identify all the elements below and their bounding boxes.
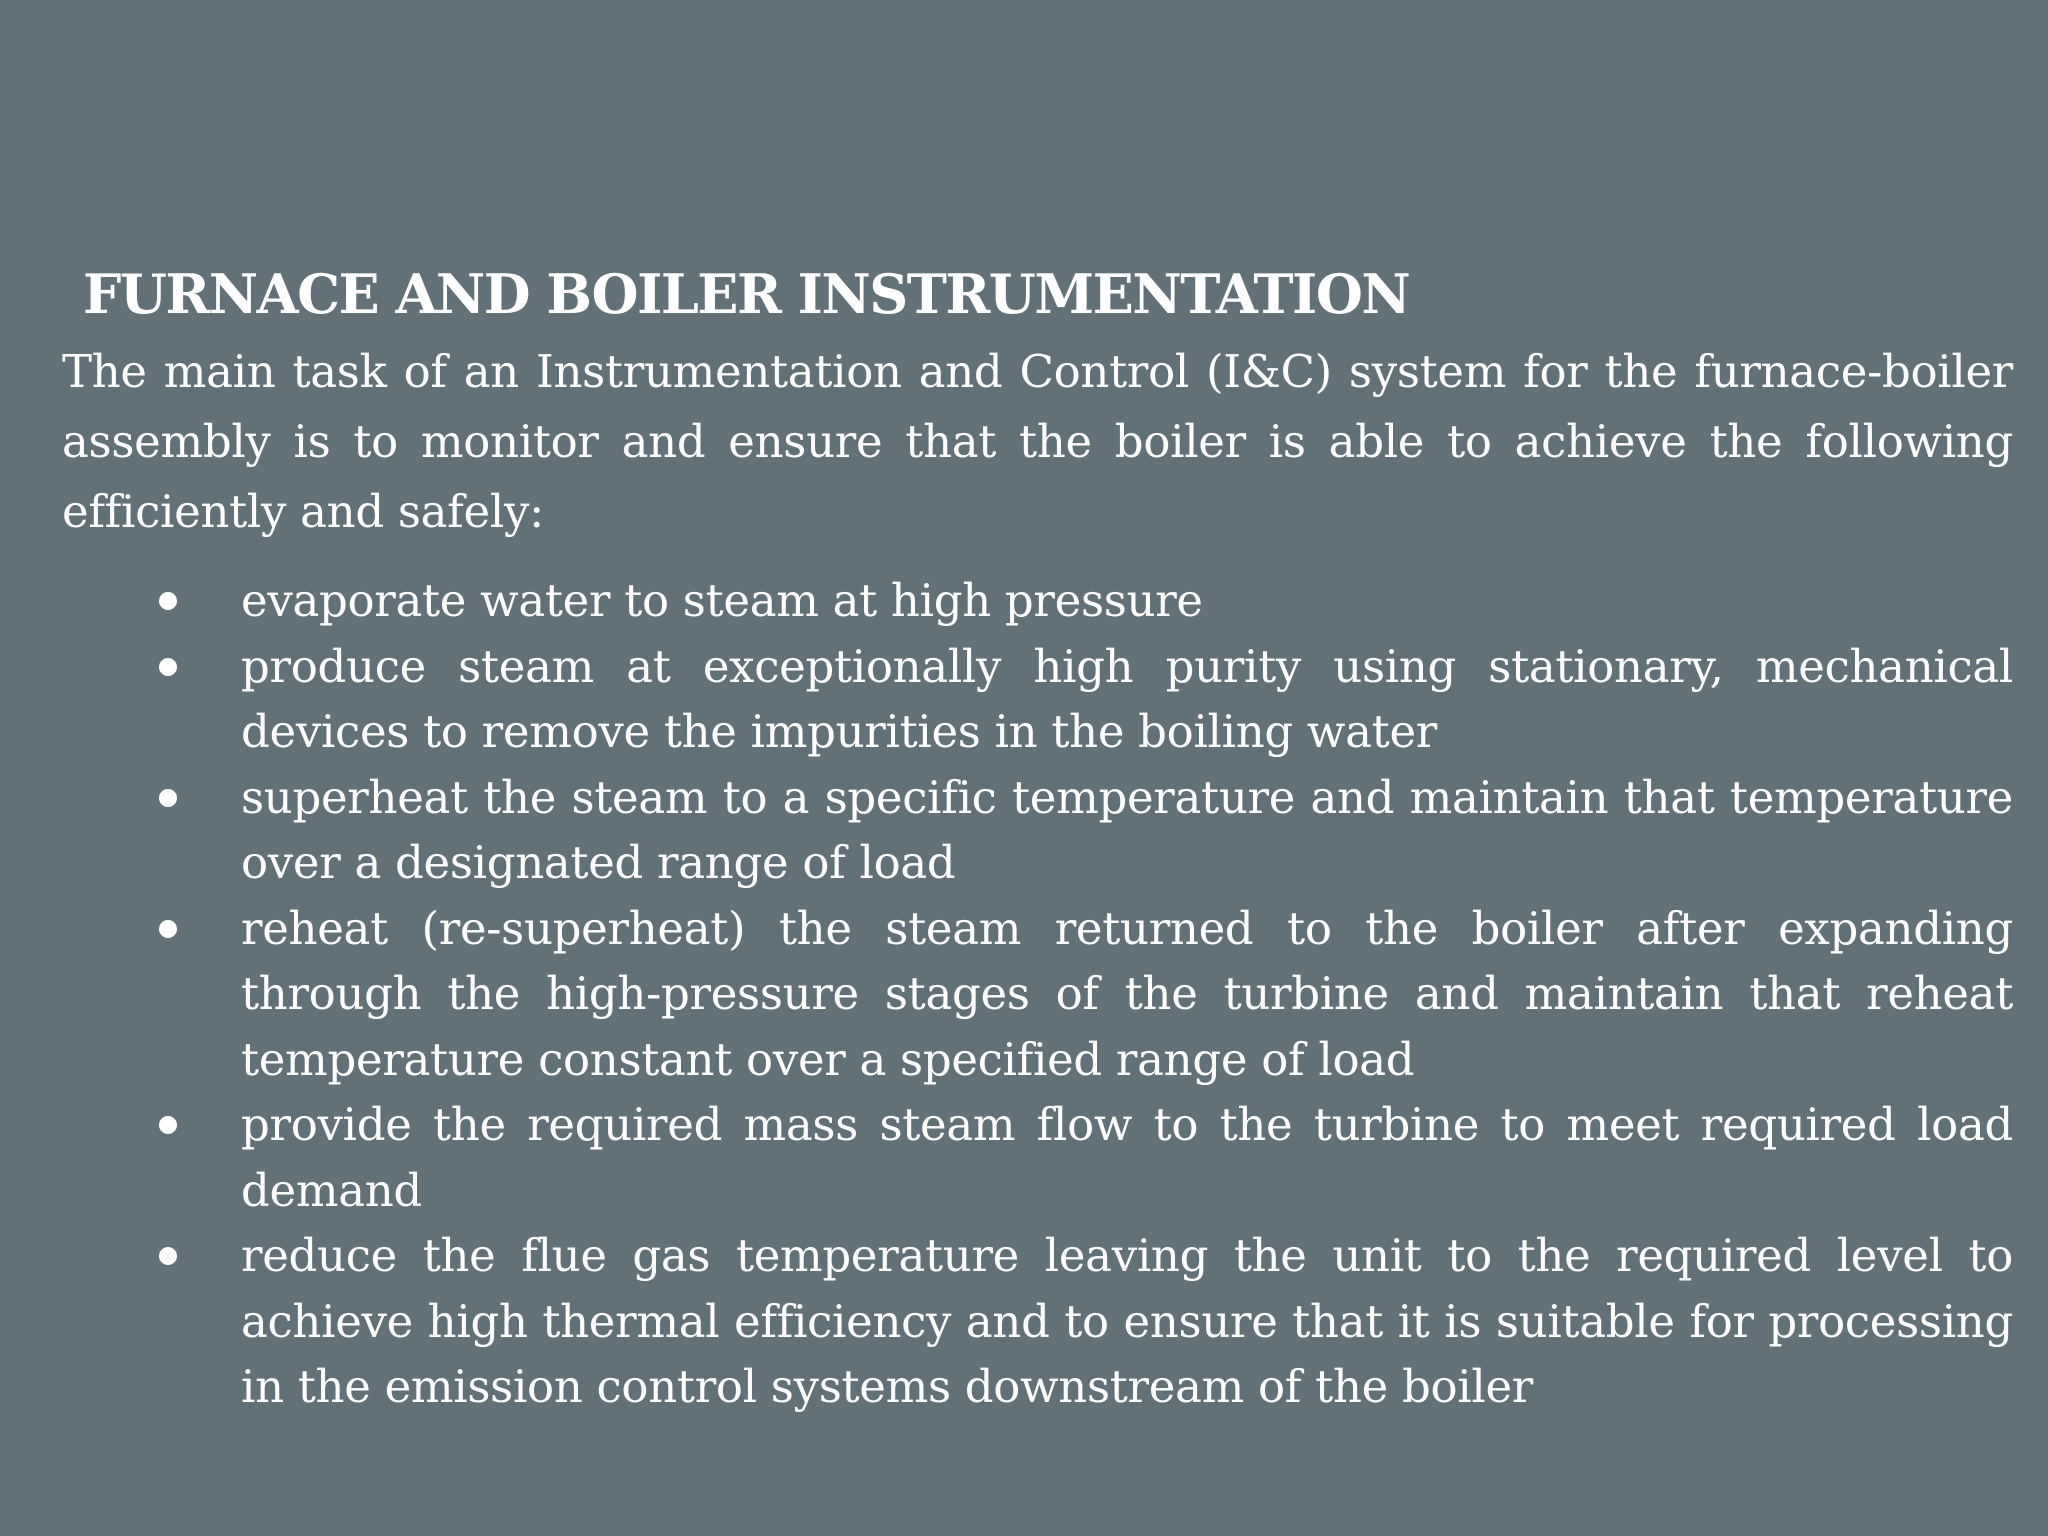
- bullet-icon: [159, 789, 177, 807]
- bullet-item: [241, 568, 2013, 634]
- bullet-text: superheat the steam to a specific temperature and maintain that temperature over a designated range of load: [241, 770, 2013, 889]
- bullet-text: reduce the flue gas temperature leaving the unit to the required level to achieve high thermal efficiency and to ensure that it is suitable for processing in the emission control systems downstream of the boiler: [241, 1229, 2013, 1413]
- bullet-item: [241, 1092, 2013, 1223]
- bullet-item: [241, 896, 2013, 1093]
- bullet-item: [241, 765, 2013, 896]
- bullet-icon: [159, 658, 177, 676]
- bullet-icon: [159, 1116, 177, 1134]
- bullet-item: [241, 1223, 2013, 1420]
- bullet-icon: [159, 1247, 177, 1265]
- bullet-text: produce steam at exceptionally high purity using stationary, mechanical devices to remove the impurities in the boiling water: [241, 639, 2013, 758]
- intro-paragraph: The main task of an Instrumentation and Control (I&C) system for the furnace-boiler assembly is to monitor and ensure that the boiler is able to achieve the following efficiently and safely:: [62, 345, 2013, 538]
- bullet-text: evaporate water to steam at high pressure: [241, 574, 1203, 627]
- bullet-icon: [159, 592, 177, 610]
- slide-title: FURNACE AND BOILER INSTRUMENTATION: [83, 262, 1410, 326]
- bullet-list: [241, 568, 2013, 1420]
- bullet-text: reheat (re-superheat) the steam returned to the boiler after expanding through the high-pressure stages of the turbine and maintain that reheat temperature constant over a specified range of load: [241, 901, 2013, 1086]
- bullet-text: provide the required mass steam flow to the turbine to meet required load demand: [241, 1098, 2013, 1217]
- bullet-item: [241, 634, 2013, 765]
- bullet-icon: [159, 920, 177, 938]
